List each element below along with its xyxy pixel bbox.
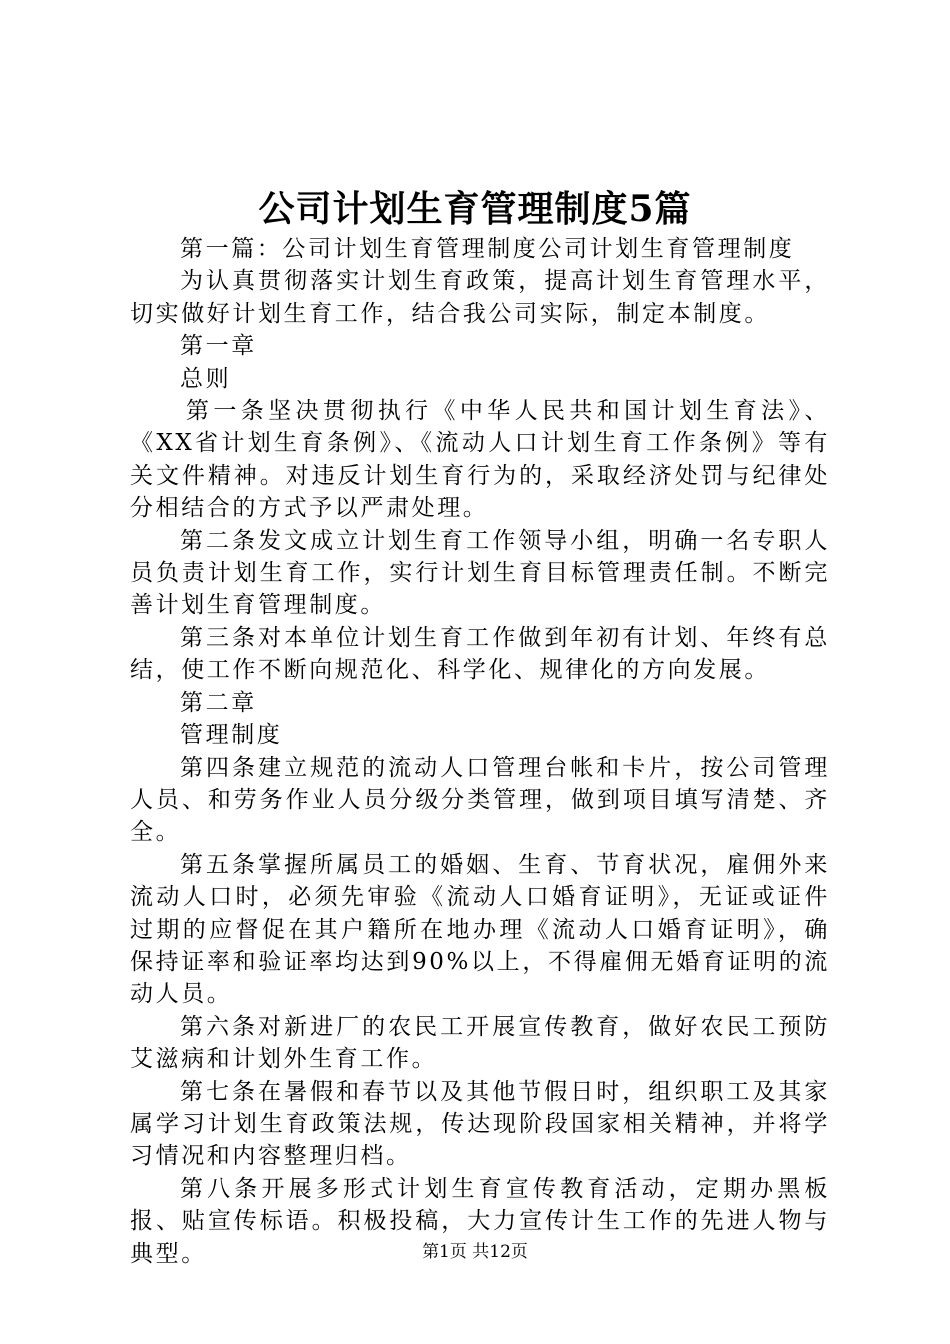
- article-paragraph: 第一条坚决贯彻执行《中华人民共和国计划生育法》、《XX省计划生育条例》、《流动人口计划生育工作条例》等有关文件精神。对违反计划生育行为的，采取经济处罚与纪律处分相结合的方式予以严肃处理。: [130, 398, 830, 522]
- chapter-heading: 第一章: [180, 333, 257, 360]
- paragraph-intro: 为认真贯彻落实计划生育政策，提高计划生育管理水平，切实做好计划生育工作，结合我公司实际，制定本制度。: [130, 268, 830, 327]
- article-paragraph: 第七条在暑假和春节以及其他节假日时，组织职工及其家属学习计划生育政策法规，传达现阶段国家相关精神，并将学习情况和内容整理归档。: [130, 1078, 830, 1170]
- chapter-heading: 第二章: [180, 689, 257, 716]
- section-heading: 第一篇：公司计划生育管理制度公司计划生育管理制度: [180, 236, 795, 262]
- page-number-footer: 第1页 共12页: [422, 1242, 528, 1262]
- article-paragraph: 第四条建立规范的流动人口管理台帐和卡片，按公司管理人员、和劳务作业人员分级分类管理，做到项目填写清楚、齐全。: [130, 754, 830, 846]
- chapter-subtitle: 总则: [180, 365, 232, 392]
- article-paragraph: 第六条对新进厂的农民工开展宣传教育，做好农民工预防艾滋病和计划外生育工作。: [130, 1013, 830, 1073]
- document-body: [130, 233, 830, 1270]
- document-title: 公司计划生育管理制度5篇: [258, 188, 692, 230]
- article-paragraph: 第五条掌握所属员工的婚姻、生育、节育状况，雇佣外来流动人口时，必须先审验《流动人口婚育证明》，无证或证件过期的应督促在其户籍所在地办理《流动人口婚育证明》，确保持证率和验证率均达到90%以上，不得雇佣无婚育证明的流动人员。: [130, 851, 830, 1008]
- article-paragraph: 第二条发文成立计划生育工作领导小组，明确一名专职人员负责计划生育工作，实行计划生育目标管理责任制。不断完善计划生育管理制度。: [130, 527, 830, 619]
- article-paragraph: 第八条开展多形式计划生育宣传教育活动，定期办黑板报、贴宣传标语。积极投稿，大力宣传计生工作的先进人物与典型。: [130, 1175, 830, 1267]
- article-paragraph: 第三条对本单位计划生育工作做到年初有计划、年终有总结，使工作不断向规范化、科学化、规律化的方向发展。: [130, 624, 830, 684]
- chapter-subtitle: 管理制度: [180, 722, 283, 749]
